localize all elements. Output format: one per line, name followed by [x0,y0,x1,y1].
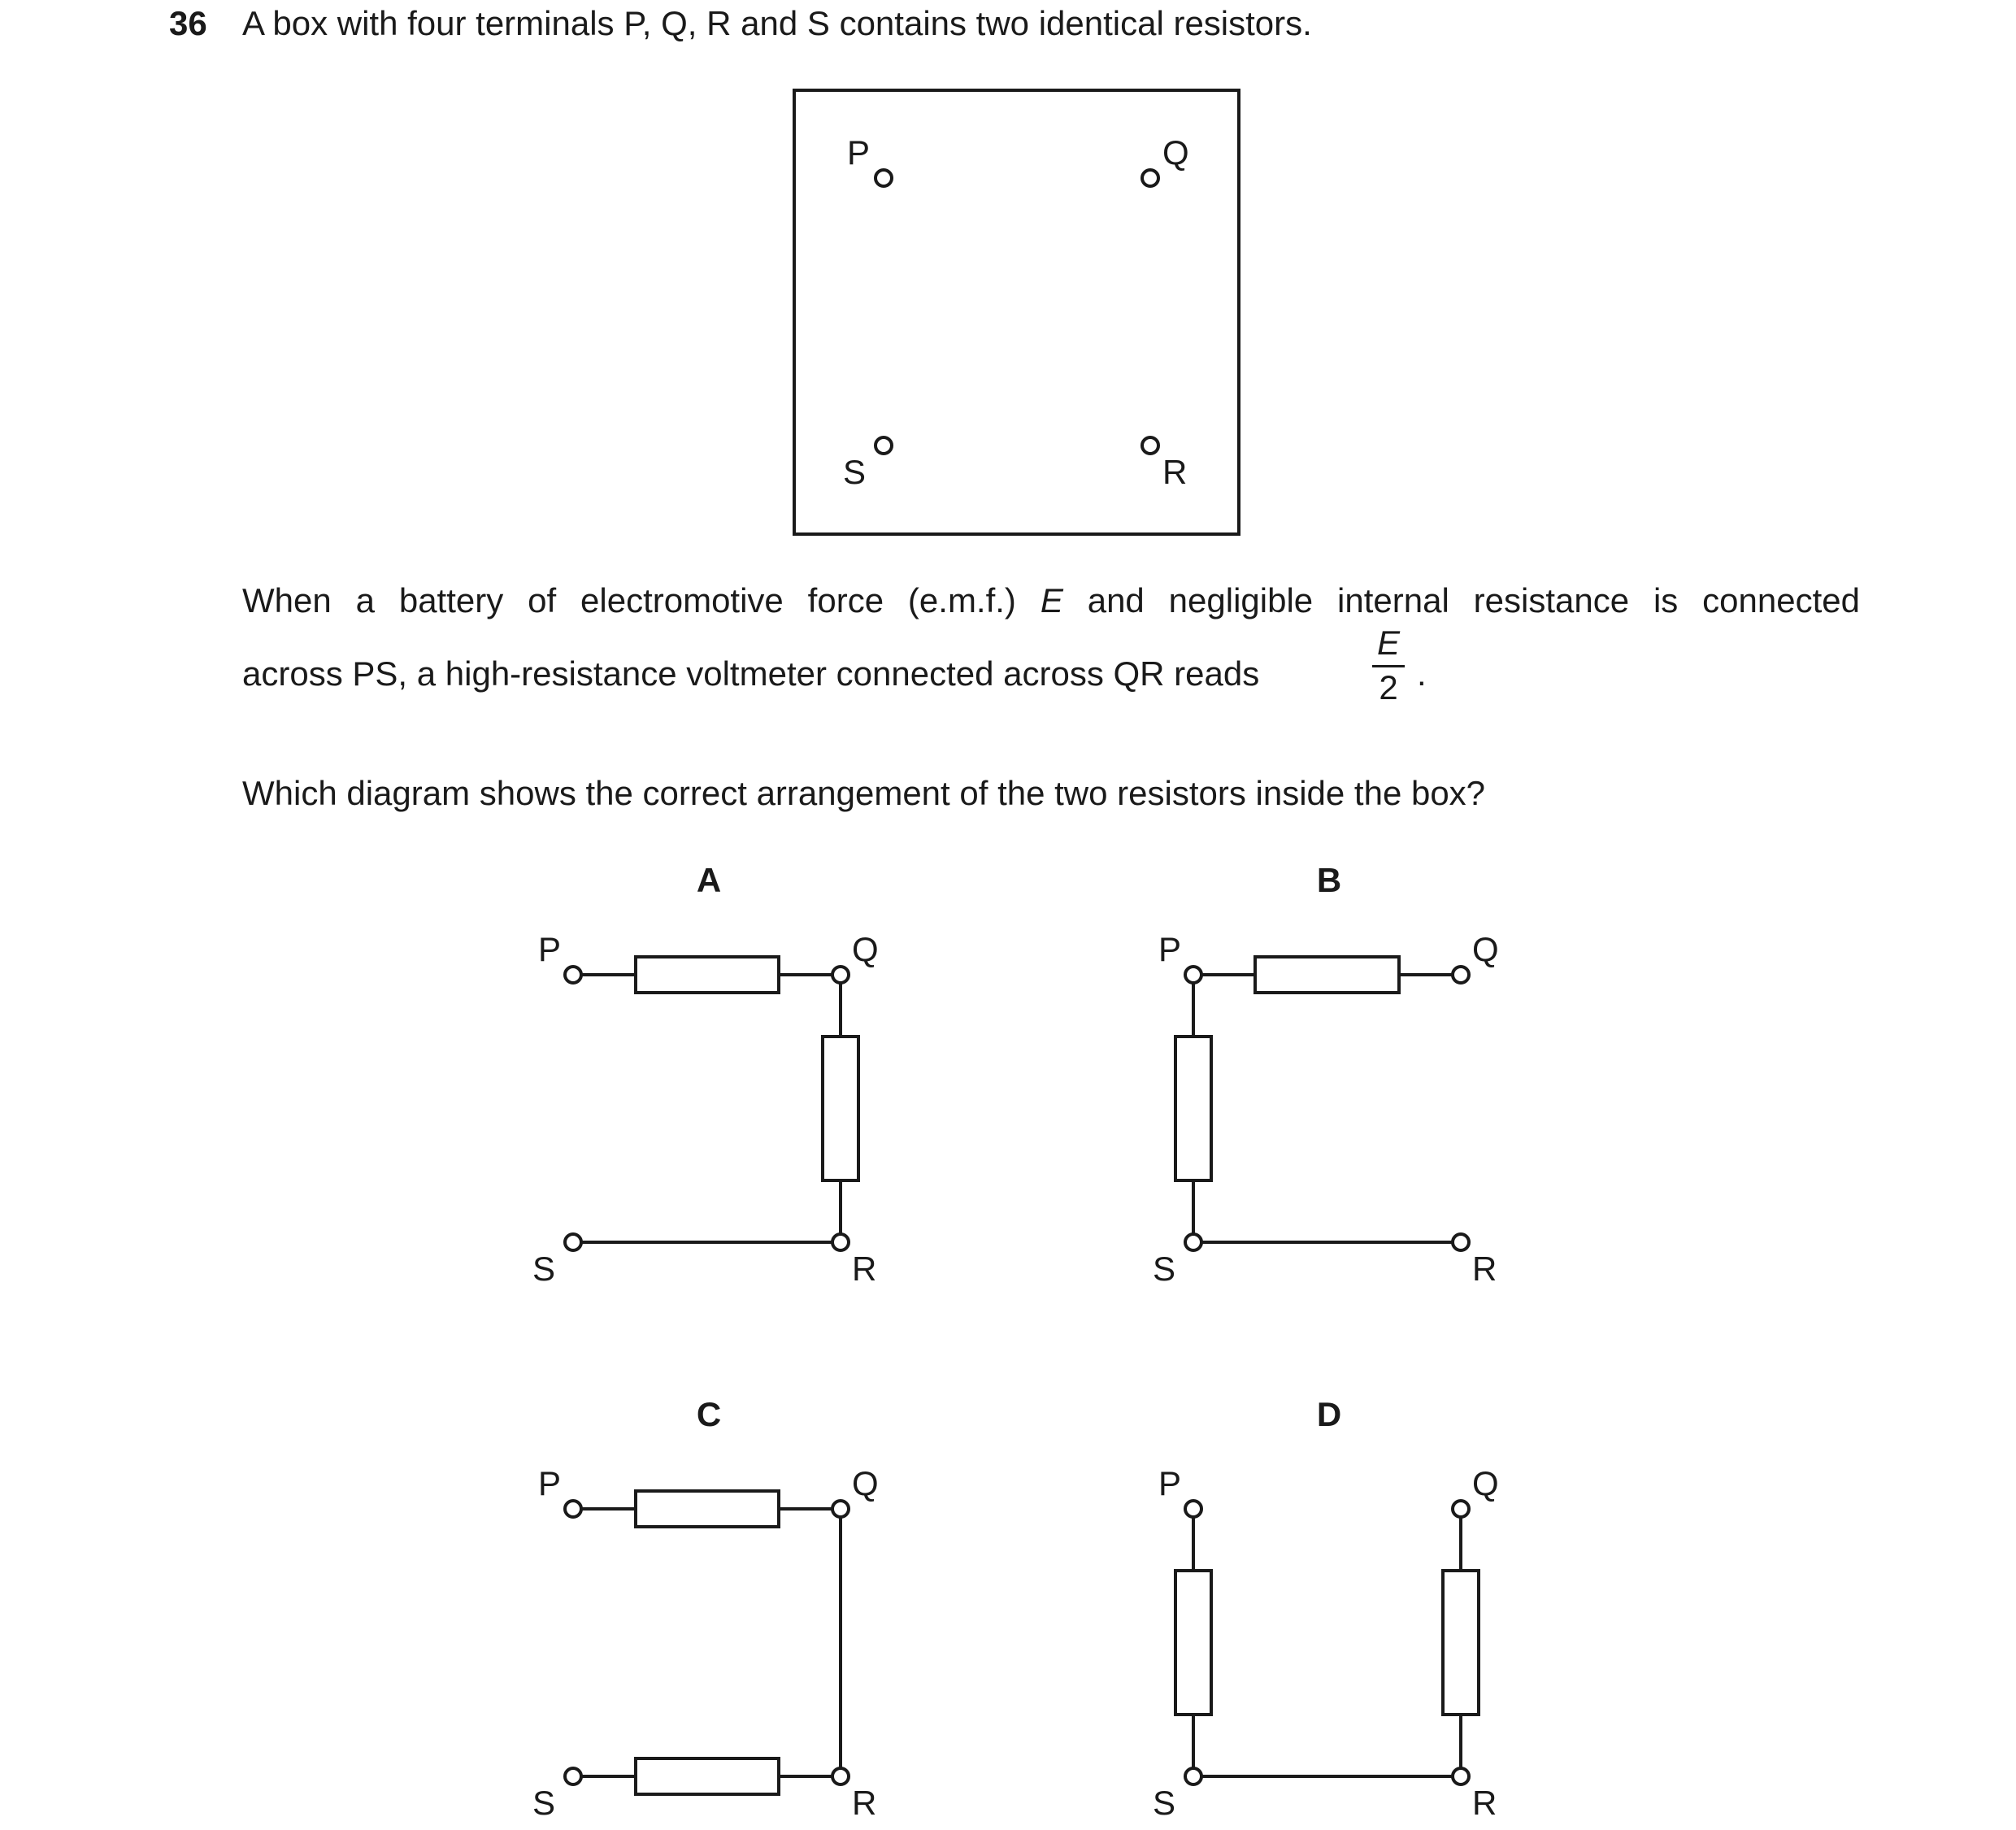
circuit-option-c [565,1491,849,1794]
label-r: R [852,1250,877,1288]
box-terminal-q [1142,170,1158,186]
label-q: Q [1472,1464,1499,1502]
box-terminal-p [875,170,892,186]
label-s: S [1153,1784,1176,1822]
label-r: R [1472,1250,1497,1288]
label-s: S [1153,1250,1176,1288]
label-q: Q [852,1464,879,1502]
terminal-q [832,1501,849,1517]
terminal-s [565,1234,581,1250]
terminal-s [1185,1234,1201,1250]
resistor [1255,957,1399,993]
label-r: R [1472,1784,1497,1822]
label-p: P [538,1464,562,1502]
terminal-p [1185,1501,1201,1517]
resistor [1175,1571,1211,1715]
terminal-r [832,1234,849,1250]
fraction-denominator: 2 [1379,668,1398,706]
box-label-q: Q [1162,133,1189,172]
terminal-p [565,1501,581,1517]
terminal-s [1185,1768,1201,1784]
terminal-q [1453,1501,1469,1517]
label-p: P [1158,930,1182,968]
resistor [1443,1571,1479,1715]
option-letter-d: D [1316,1395,1342,1433]
fraction-numerator: E [1376,624,1400,662]
paragraph-voltmeter: across PS, a high-resistance voltmeter connected across QR reads [242,654,1260,693]
resistor [636,1491,779,1527]
circuit-option-b [1175,957,1469,1250]
resistor [1175,1037,1211,1180]
question-stem: A box with four terminals P, Q, R and S contains two identical resistors. [242,4,1312,42]
label-p: P [1158,1464,1182,1502]
terminal-r [1453,1768,1469,1784]
terminal-s [565,1768,581,1784]
fraction-period: . [1417,654,1427,693]
label-r: R [852,1784,877,1822]
terminal-r [832,1768,849,1784]
box-terminal-r [1142,437,1158,454]
paragraph-battery-b: and negligible internal resistance is connected [1062,581,1860,619]
circuit-option-a [565,957,858,1250]
terminal-q [832,967,849,983]
box-label-p: P [847,133,871,172]
label-s: S [532,1250,556,1288]
resistor [636,1758,779,1794]
resistor [823,1037,858,1180]
option-letter-b: B [1316,861,1342,899]
terminal-q [1453,967,1469,983]
terminal-p [1185,967,1201,983]
box-terminal-s [875,437,892,454]
terminal-p [565,967,581,983]
circuit-option-d [1175,1501,1479,1784]
box-label-s: S [843,453,867,491]
question-prompt: Which diagram shows the correct arrangement of the two resistors inside the box? [242,774,1486,812]
question-number: 36 [169,4,207,42]
box-label-r: R [1162,453,1188,491]
label-s: S [532,1784,556,1822]
label-p: P [538,930,562,968]
label-q: Q [1472,930,1499,968]
terminal-r [1453,1234,1469,1250]
option-letter-a: A [696,861,722,899]
resistor [636,957,779,993]
label-q: Q [852,930,879,968]
emf-symbol: E [1040,581,1063,619]
paragraph-battery-a: When a battery of electromotive force (e.m.f.) [242,581,1041,619]
option-letter-c: C [696,1395,722,1433]
